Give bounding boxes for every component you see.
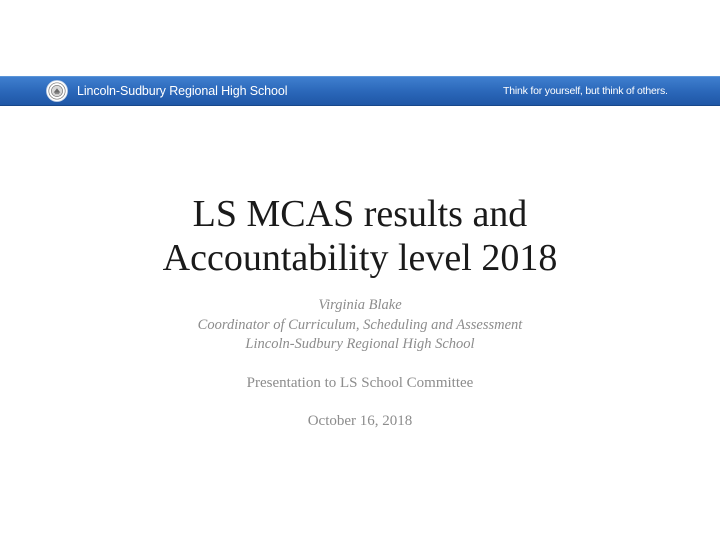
presenter-organization: Lincoln-Sudbury Regional High School — [245, 336, 475, 352]
presentation-audience: Presentation to LS School Committee — [246, 374, 474, 391]
school-seal-icon — [46, 80, 68, 102]
school-name: Lincoln-Sudbury Regional High School — [77, 84, 288, 98]
slide-title-line-1: LS MCAS results and — [192, 193, 528, 235]
presentation-date: October 16, 2018 — [307, 412, 413, 429]
slide-subtitle — [0, 296, 720, 431]
header-banner — [0, 76, 720, 106]
slide-title — [0, 192, 720, 280]
presenter-role: Coordinator of Curriculum, Scheduling and Assessment — [197, 316, 523, 333]
presenter-name: Virginia Blake — [318, 297, 402, 313]
school-motto: Think for yourself, but think of others. — [503, 85, 668, 97]
slide-title-line-2: Accountability level 2018 — [162, 237, 558, 279]
